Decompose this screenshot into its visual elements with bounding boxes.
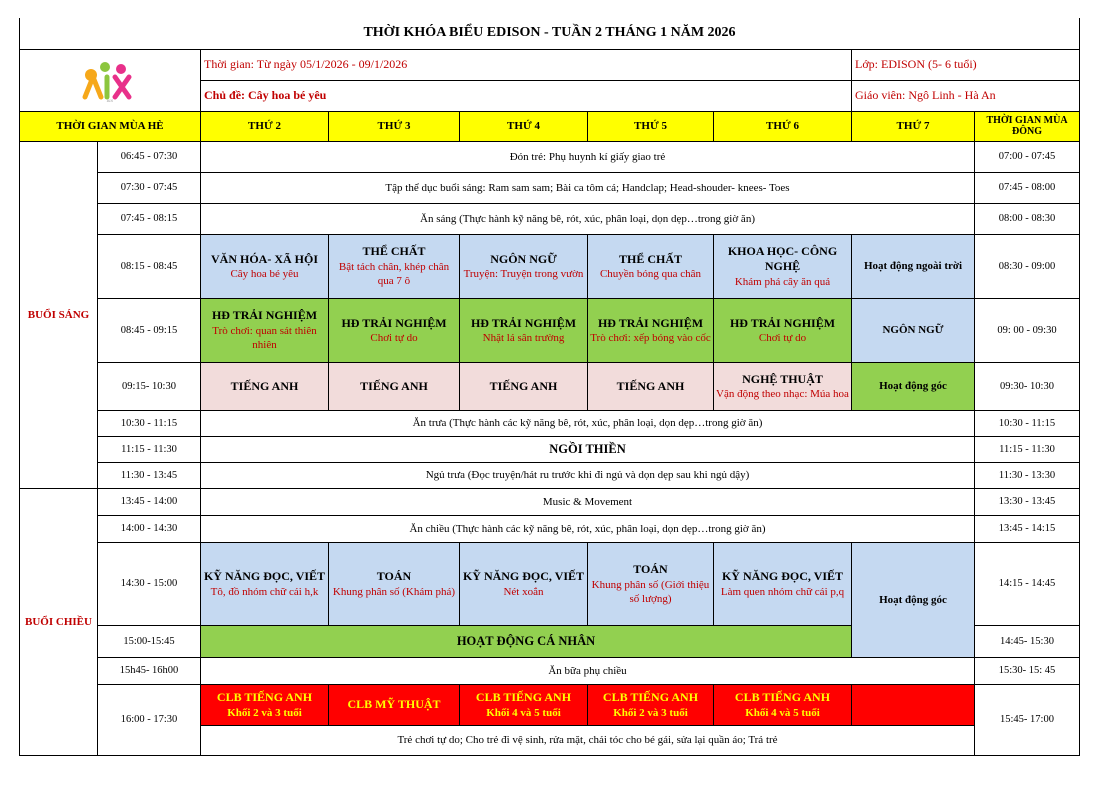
time-summer: 07:30 - 07:45 (98, 173, 201, 204)
lesson-activity: Chơi tự do (758, 332, 807, 345)
lesson-cell (329, 235, 460, 299)
lesson-activity: Bật tách chân, khép chân qua 7 ô (338, 261, 450, 288)
day-header: THỨ 3 (329, 112, 460, 142)
session-afternoon: BUỔI CHIỀU (20, 489, 98, 756)
activity-full: Ngủ trưa (Đọc truyện/hát ru trước khi đi ngủ và dọn dẹp sau khi ngủ dậy) (201, 463, 975, 489)
saturday-cell: Hoạt động góc (852, 543, 975, 658)
club-cell (714, 685, 852, 726)
time-summer: 08:45 - 09:15 (98, 299, 201, 363)
lesson-activity: Tô, đồ nhóm chữ cái h,k (210, 585, 319, 598)
lesson-cell (460, 235, 588, 299)
club-group: Khối 4 và 5 tuổi (486, 706, 561, 719)
logo-text: AIX (106, 97, 114, 103)
saturday-cell: Hoạt động ngoài trời (852, 235, 975, 299)
saturday-cell: NGÔN NGỮ (852, 299, 975, 363)
lesson-cell (201, 363, 329, 411)
activity-full: Trẻ chơi tự do; Cho trẻ đi vệ sinh, rửa mặt, chải tóc cho bé gái, sửa lại quần áo; Trả trẻ (201, 726, 975, 756)
activity-full: Ăn sáng (Thực hành kỹ năng bê, rót, xúc, phân loại, dọn dẹp…trong giờ ăn) (201, 204, 975, 235)
lesson-subject: TOÁN (376, 569, 412, 584)
activity-full: NGỒI THIỀN (201, 437, 975, 463)
lesson-cell (588, 299, 714, 363)
day-header: THỨ 6 (714, 112, 852, 142)
club-cell-empty (852, 685, 975, 726)
time-winter: 07:00 - 07:45 (975, 142, 1080, 173)
lesson-subject: THỂ CHẤT (362, 244, 426, 259)
club-name: CLB TIẾNG ANH (734, 690, 831, 705)
time-range: Thời gian: Từ ngày 05/1/2026 - 09/1/2026 (201, 50, 852, 81)
lesson-subject: KỸ NĂNG ĐỌC, VIẾT (203, 569, 326, 584)
club-group: Khối 2 và 3 tuổi (227, 706, 302, 719)
winter-time-header: THỜI GIAN MÙA ĐÔNG (975, 112, 1080, 142)
timetable (19, 18, 1080, 756)
lesson-activity: Trò chơi: quan sát thiên nhiên (212, 325, 317, 352)
lesson-subject: TOÁN (633, 561, 668, 576)
time-summer: 15h45- 16h00 (98, 658, 201, 685)
lesson-cell (201, 543, 329, 626)
lesson-subject: VĂN HÓA- XÃ HỘI (211, 251, 318, 266)
time-winter: 09:30- 10:30 (975, 363, 1080, 411)
session-morning: BUỔI SÁNG (20, 142, 98, 489)
lesson-subject: HĐ TRẢI NGHIỆM (341, 315, 447, 330)
saturday-cell: Hoạt động góc (852, 363, 975, 411)
lesson-subject: TIẾNG ANH (489, 378, 558, 393)
activity-full: HOẠT ĐỘNG CÁ NHÂN (201, 626, 852, 658)
club-cell (460, 685, 588, 726)
lesson-cell (588, 235, 714, 299)
lesson-activity: Khung phân số (Giới thiệu số lượng) (591, 578, 710, 605)
time-winter: 15:45- 17:00 (975, 685, 1080, 756)
lesson-cell (201, 299, 329, 363)
lesson-subject: NGÔN NGỮ (490, 251, 557, 266)
time-winter: 13:45 - 14:15 (975, 516, 1080, 543)
lesson-activity: Khám phá cây ăn quả (734, 275, 831, 288)
activity-full: Ăn bữa phụ chiều (201, 658, 975, 685)
lesson-cell (460, 543, 588, 626)
time-winter: 10:30 - 11:15 (975, 411, 1080, 437)
club-group: Khối 4 và 5 tuổi (745, 706, 820, 719)
lesson-activity: Nhặt lá sân trường (482, 332, 565, 345)
logo (20, 50, 201, 112)
club-cell (201, 685, 329, 726)
class-name: Lớp: EDISON (5- 6 tuổi) (852, 50, 1080, 81)
lesson-subject: HĐ TRẢI NGHIỆM (211, 308, 318, 323)
lesson-subject: TIẾNG ANH (230, 378, 299, 393)
lesson-cell (329, 299, 460, 363)
schedule-table (19, 18, 1080, 756)
time-summer: 16:00 - 17:30 (98, 685, 201, 756)
lesson-activity: Chuyền bóng qua chân (599, 268, 702, 281)
teacher: Giáo viên: Ngô Linh - Hà An (852, 81, 1080, 112)
lesson-activity: Cây hoa bé yêu (230, 268, 299, 281)
header-row (20, 112, 1080, 142)
lesson-subject: NGHỆ THUẬT (742, 371, 823, 386)
topic: Chủ đề: Cây hoa bé yêu (201, 81, 852, 112)
club-cell (329, 685, 460, 726)
lesson-subject: KỸ NĂNG ĐỌC, VIẾT (462, 569, 585, 584)
time-winter: 08:00 - 08:30 (975, 204, 1080, 235)
day-header: THỨ 7 (852, 112, 975, 142)
club-cell (588, 685, 714, 726)
lesson-cell (714, 299, 852, 363)
lesson-cell (329, 363, 460, 411)
time-summer: 11:30 - 13:45 (98, 463, 201, 489)
time-winter: 14:15 - 14:45 (975, 543, 1080, 626)
day-header: THỨ 5 (588, 112, 714, 142)
lesson-activity: Làm quen nhóm chữ cái p,q (720, 585, 845, 598)
time-summer: 08:15 - 08:45 (98, 235, 201, 299)
time-winter: 14:45- 15:30 (975, 626, 1080, 658)
time-winter: 11:15 - 11:30 (975, 437, 1080, 463)
lesson-cell (460, 299, 588, 363)
lesson-activity: Chơi tự do (370, 332, 418, 345)
lesson-activity: Nét xoắn (503, 585, 544, 598)
lesson-subject: HĐ TRẢI NGHIỆM (729, 315, 836, 330)
time-winter: 11:30 - 13:30 (975, 463, 1080, 489)
time-summer: 07:45 - 08:15 (98, 204, 201, 235)
time-summer: 09:15- 10:30 (98, 363, 201, 411)
lesson-subject: TIẾNG ANH (360, 378, 428, 393)
time-winter: 09: 00 - 09:30 (975, 299, 1080, 363)
time-winter: 07:45 - 08:00 (975, 173, 1080, 204)
activity-full: Ăn trưa (Thực hành các kỹ năng bê, rót, xúc, phân loại, dọn dẹp…trong giờ ăn) (201, 411, 975, 437)
day-header: THỨ 2 (201, 112, 329, 142)
activity-full: Tập thể dục buổi sáng: Ram sam sam; Bài ca tôm cá; Handclap; Head-shouder- knees- Toes (201, 173, 975, 204)
lesson-cell (588, 363, 714, 411)
time-summer: 06:45 - 07:30 (98, 142, 201, 173)
day-header: THỨ 4 (460, 112, 588, 142)
club-group: Khối 2 và 3 tuổi (613, 706, 688, 719)
activity-full: Đón trẻ: Phụ huynh kí giấy giao trẻ (201, 142, 975, 173)
time-winter: 08:30 - 09:00 (975, 235, 1080, 299)
time-summer: 11:15 - 11:30 (98, 437, 201, 463)
club-name: CLB TIẾNG ANH (602, 690, 699, 705)
lesson-cell (329, 543, 460, 626)
lesson-cell (201, 235, 329, 299)
lesson-subject: TIẾNG ANH (616, 378, 685, 393)
summer-time-header: THỜI GIAN MÙA HÈ (20, 112, 201, 142)
aix-logo-icon (75, 59, 145, 103)
lesson-subject: HĐ TRẢI NGHIỆM (470, 315, 577, 330)
page-title: THỜI KHÓA BIỂU EDISON - TUẦN 2 THÁNG 1 NĂM 2026 (20, 18, 1080, 50)
club-name: CLB TIẾNG ANH (216, 690, 313, 705)
time-summer: 10:30 - 11:15 (98, 411, 201, 437)
activity-full: Ăn chiều (Thực hành các kỹ năng bê, rót, xúc, phân loại, dọn dẹp…trong giờ ăn) (201, 516, 975, 543)
time-summer: 14:00 - 14:30 (98, 516, 201, 543)
club-name: CLB TIẾNG ANH (475, 690, 572, 705)
time-winter: 15:30- 15: 45 (975, 658, 1080, 685)
lesson-cell (460, 363, 588, 411)
activity-full: Music & Movement (201, 489, 975, 516)
lesson-subject: KHOA HỌC- CÔNG NGHỆ (727, 243, 838, 274)
lesson-activity: Vận động theo nhạc: Múa hoa (716, 388, 849, 401)
lesson-cell (714, 235, 852, 299)
time-summer: 13:45 - 14:00 (98, 489, 201, 516)
lesson-cell (714, 543, 852, 626)
time-winter: 13:30 - 13:45 (975, 489, 1080, 516)
lesson-cell (714, 363, 852, 411)
lesson-subject: THỂ CHẤT (618, 251, 682, 266)
lesson-activity: Truyện: Truyện trong vườn (463, 268, 584, 281)
club-name: CLB MỸ THUẬT (347, 697, 441, 712)
lesson-activity: Khung phân số (Khám phá) (332, 585, 456, 598)
time-summer: 14:30 - 15:00 (98, 543, 201, 626)
lesson-activity: Trò chơi: xếp bóng vào cốc (590, 332, 711, 345)
lesson-cell (588, 543, 714, 626)
time-summer: 15:00-15:45 (98, 626, 201, 658)
lesson-subject: HĐ TRẢI NGHIỆM (597, 315, 704, 330)
lesson-subject: KỸ NĂNG ĐỌC, VIẾT (721, 569, 844, 584)
